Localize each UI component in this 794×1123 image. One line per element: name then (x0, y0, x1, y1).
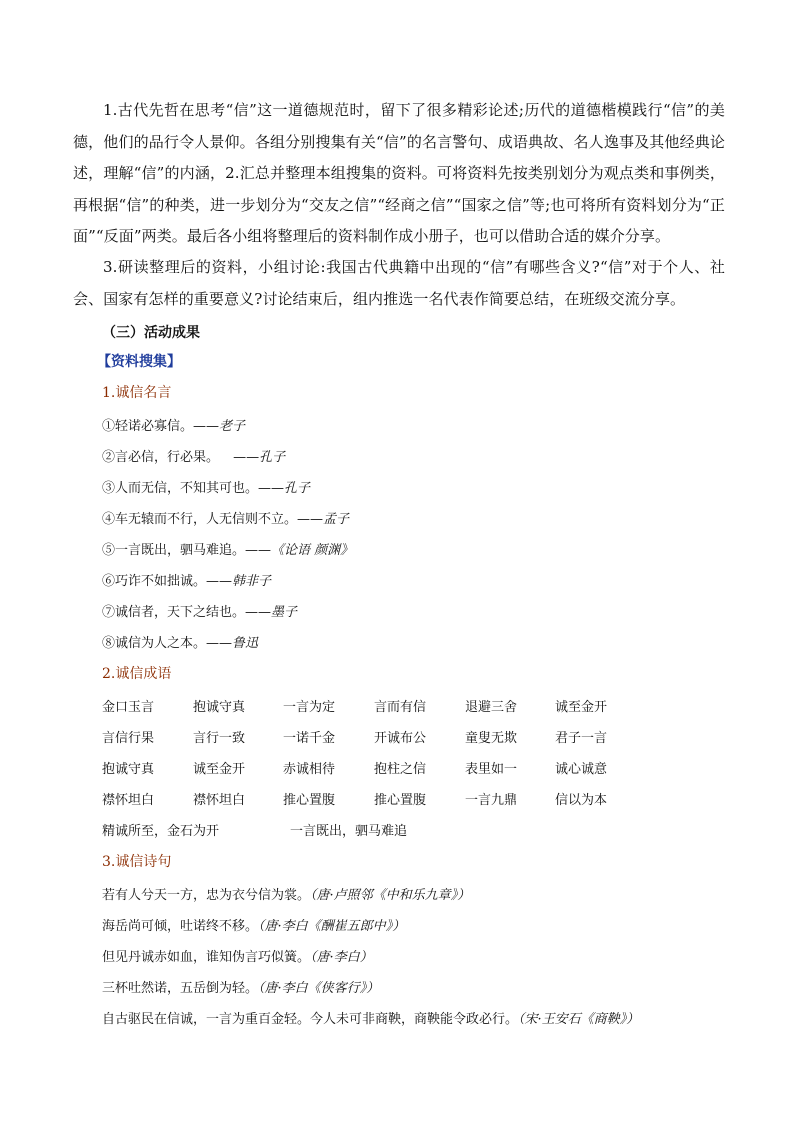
poem-line: 若有人兮天一方，忠为衣兮信为裳。（唐·卢照邻《中和乐九章》） (102, 888, 471, 903)
idiom: 抱诚守真 (193, 700, 246, 715)
idiom: 言行一致 (193, 731, 246, 746)
idiom: 诚心诚意 (555, 762, 608, 777)
idiom-row (102, 789, 722, 809)
quote-item: ④车无辕而不行，人无信则不立。——孟子 (102, 512, 350, 527)
idiom: 信以为本 (555, 793, 608, 808)
idiom-row (102, 758, 722, 778)
poems-heading: 3.诚信诗句 (102, 854, 172, 870)
idiom: 推心置腹 (283, 793, 336, 808)
idiom: 君子一言 (555, 731, 608, 746)
idiom: 一言为定 (283, 700, 336, 715)
poem-line: 但见丹诚赤如血，谁知伪言巧似簧。（唐·李白） (102, 950, 373, 965)
poem-line: 自古驱民在信诚，一言为重百金轻。今人未可非商鞅，商鞅能令政必行。（宋·王安石《商鞅》） (102, 1012, 640, 1027)
idiom: 一言九鼎 (465, 793, 518, 808)
poem-line: 海岳尚可倾，吐诺终不移。（唐·李白《酬崔五郎中》） (102, 919, 406, 934)
idiom-row (102, 696, 722, 716)
idiom: 开诚布公 (374, 731, 427, 746)
idiom: 襟怀坦白 (193, 793, 246, 808)
idiom: 一诺千金 (283, 731, 336, 746)
idiom: 童叟无欺 (465, 731, 518, 746)
quote-item: ⑧诚信为人之本。——鲁迅 (102, 636, 259, 651)
quotes-heading: 1.诚信名言 (102, 385, 172, 401)
section-title: （三）活动成果 (102, 325, 200, 341)
material-title: 【资料搜集】 (97, 354, 181, 370)
idiom-row (102, 727, 722, 747)
quote-item: ⑤一言既出，驷马难追。——《论语 颜渊》 (102, 543, 354, 558)
quote-item: ⑥巧诈不如拙诚。——韩非子 (102, 574, 272, 589)
idioms-heading: 2.诚信成语 (102, 666, 172, 682)
idiom: 一言既出，驷马难追 (290, 824, 408, 839)
intro-paragraph-2: 3.研读整理后的资料，小组讨论:我国古代典籍中出现的“信”有哪些含义?“信”对于个人、社会、国家有怎样的重要意义?讨论结束后，组内推选一名代表作简要总结，在班级交流分享。 (73, 258, 725, 308)
quote-item: ⑦诚信者，天下之结也。——墨子 (102, 605, 298, 620)
quote-item: ①轻诺必寡信。——老子 (102, 419, 246, 434)
idiom: 抱柱之信 (374, 762, 427, 777)
idiom-row (102, 820, 722, 840)
idiom: 推心置腹 (374, 793, 427, 808)
idiom: 赤诚相待 (283, 762, 336, 777)
idiom: 表里如一 (465, 762, 518, 777)
idiom: 退避三舍 (465, 700, 518, 715)
idiom: 诚至金开 (555, 700, 608, 715)
quote-item: ③人而无信，不知其可也。——孔子 (102, 481, 311, 496)
poem-line: 三杯吐然诺，五岳倒为轻。（唐·李白《侠客行》） (102, 981, 380, 996)
idiom: 言而有信 (374, 700, 427, 715)
idiom: 诚至金开 (193, 762, 246, 777)
intro-paragraph-1: 1.古代先哲在思考“信”这一道德规范时，留下了很多精彩论述;历代的道德楷模践行“信”的美德，他们的品行令人景仰。各组分别搜集有关“信”的名言警句、成语典故、名人逸事及其他经典论述，理解“信”的内涵，2.汇总并整理本组搜集的资料。可将资料先按类别划分为观点类和事例类，再根据“信”的种类，进一步划分为“交友之信”“经商之信”“国家之信”等;也可将所有资料划分为“正面”“反面”两类。最后各小组将整理后的资料制作成小册子，也可以借助合适的媒介分享。 (73, 101, 725, 245)
idiom: 言信行果 (102, 731, 155, 746)
idiom: 襟怀坦白 (102, 793, 155, 808)
quote-item: ②言必信，行必果。 ——孔子 (102, 450, 286, 465)
idiom: 金口玉言 (102, 700, 155, 715)
idiom: 精诚所至，金石为开 (102, 824, 220, 839)
idiom: 抱诚守真 (102, 762, 155, 777)
